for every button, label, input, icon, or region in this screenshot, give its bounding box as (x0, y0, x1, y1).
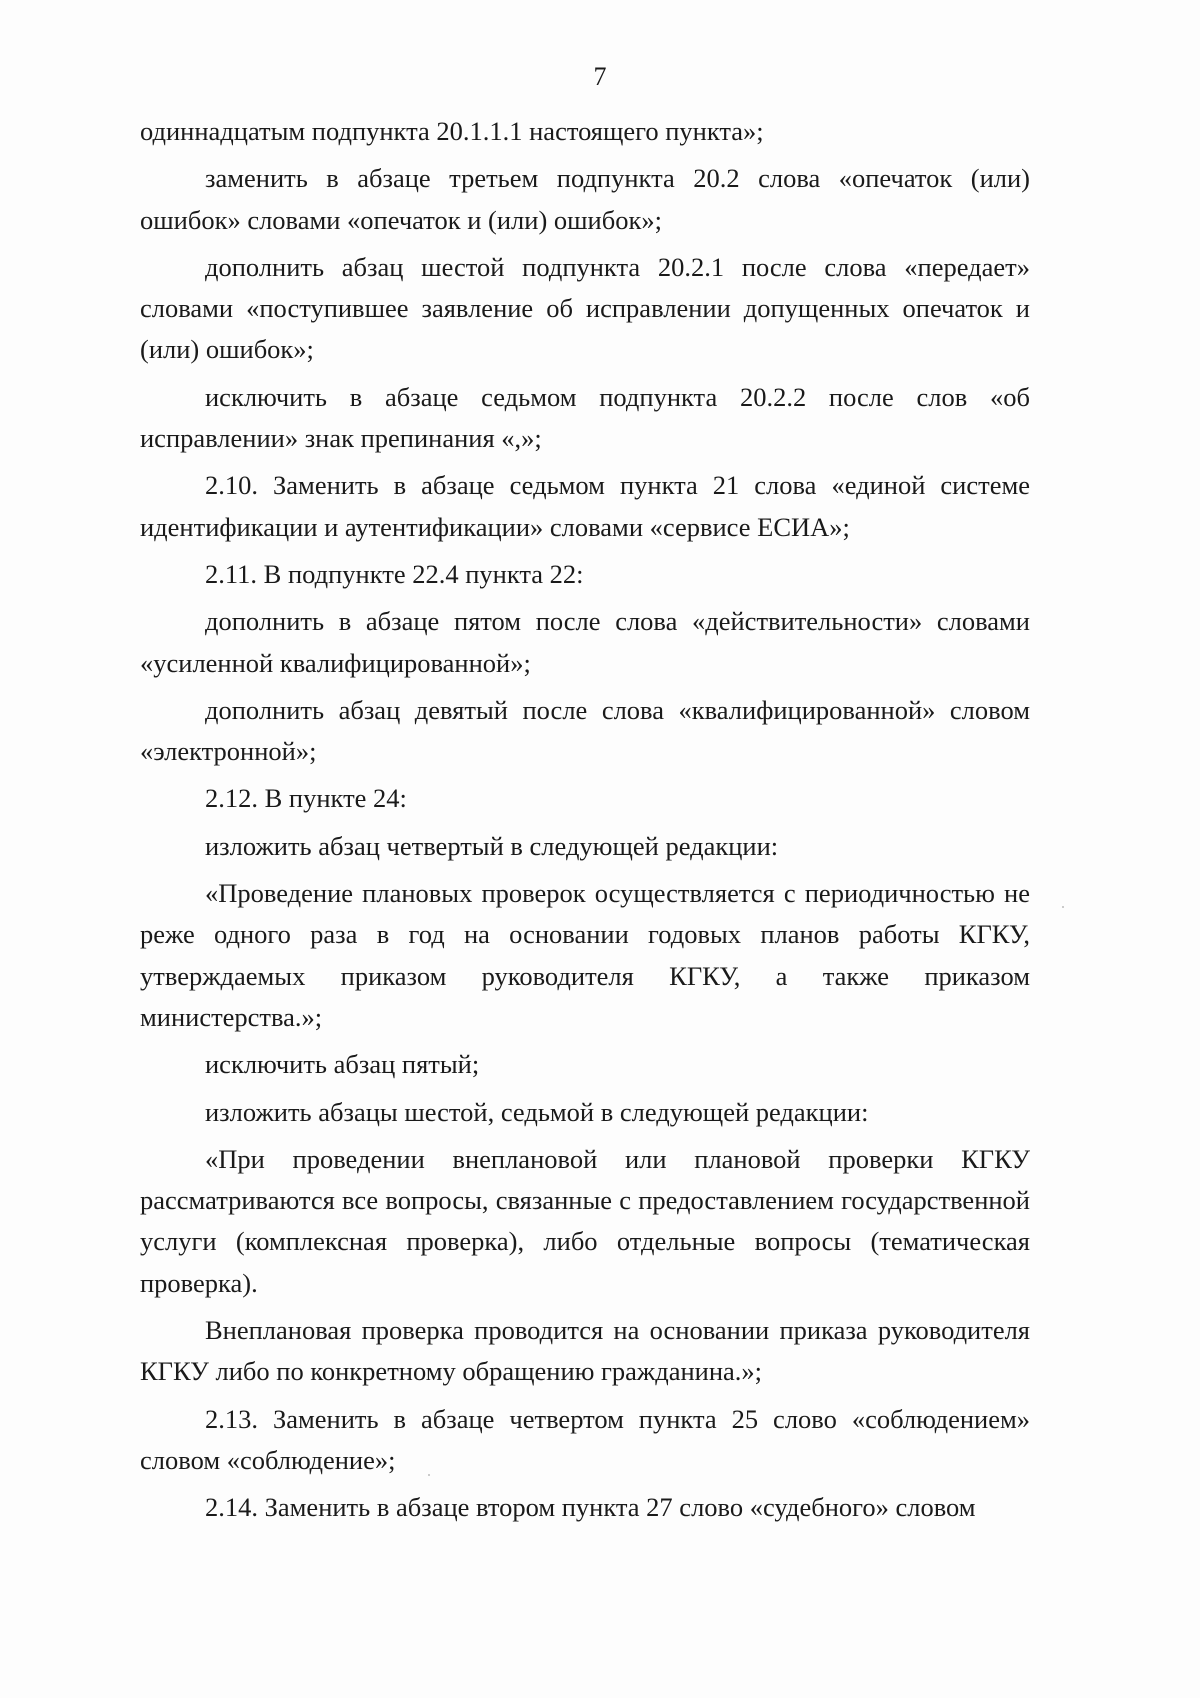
paragraph: изложить абзац четвертый в следующей редакции: (205, 830, 779, 861)
paragraph: 2.12. В пункте 24: (205, 783, 407, 814)
paragraph: 2.10. Заменить в абзаце седьмом пункта 21 слова «единой системе идентификации и аутентификации» словами «сервисе ЕСИА»; (140, 470, 1030, 542)
paragraph: 2.11. В подпункте 22.4 пункта 22: (205, 558, 584, 589)
paragraph: Внеплановая проверка проводится на основании приказа руководителя КГКУ либо по конкретному обращению гражданина.»; (140, 1315, 1030, 1387)
scan-artifact (428, 1474, 430, 1476)
scan-artifact (1062, 906, 1064, 908)
paragraph: одиннадцатым подпункта 20.1.1.1 настоящего пункта»; (140, 116, 764, 146)
paragraph: дополнить в абзаце пятом после слова «действительности» словами «усиленной квалифицированной»; (140, 606, 1030, 678)
paragraph: исключить в абзаце седьмом подпункта 20.2.2 после слов «об исправлении» знак препинания «,»; (140, 381, 1030, 454)
page-number: 7 (593, 62, 607, 91)
paragraph: исключить абзац пятый; (205, 1049, 480, 1080)
paragraph: 2.13. Заменить в абзаце четвертом пункта 25 слово «соблюдением» словом «соблюдение»; (140, 1403, 1030, 1475)
paragraph: дополнить абзац девятый после слова «квалифицированной» словом «электронной»; (140, 694, 1030, 767)
paragraph: 2.14. Заменить в абзаце втором пункта 27 слово «судебного» словом (205, 1492, 976, 1523)
paragraph: «Проведение плановых проверок осуществляется с периодичностью не реже одного раза в год на основании годовых планов работы КГКУ, утверждаемых приказом руководителя КГКУ, а также приказом министерства.»; (140, 878, 1030, 1032)
document-body (140, 111, 1030, 1529)
paragraph: «При проведении внеплановой или плановой проверки КГКУ рассматриваются все вопросы, связанные с предоставлением государственной услуги (комплексная проверка), либо отдельные вопросы (тематическая проверка). (140, 1143, 1030, 1298)
paragraph: заменить в абзаце третьем подпункта 20.2 слова «опечаток (или) ошибок» словами «опечаток и (или) ошибок»; (140, 163, 1030, 235)
paragraph: дополнить абзац шестой подпункта 20.2.1 после слова «передает» словами «поступившее заявление об исправлении допущенных опечаток и (или) ошибок»; (140, 251, 1030, 365)
paragraph: изложить абзацы шестой, седьмой в следующей редакции: (205, 1096, 869, 1127)
